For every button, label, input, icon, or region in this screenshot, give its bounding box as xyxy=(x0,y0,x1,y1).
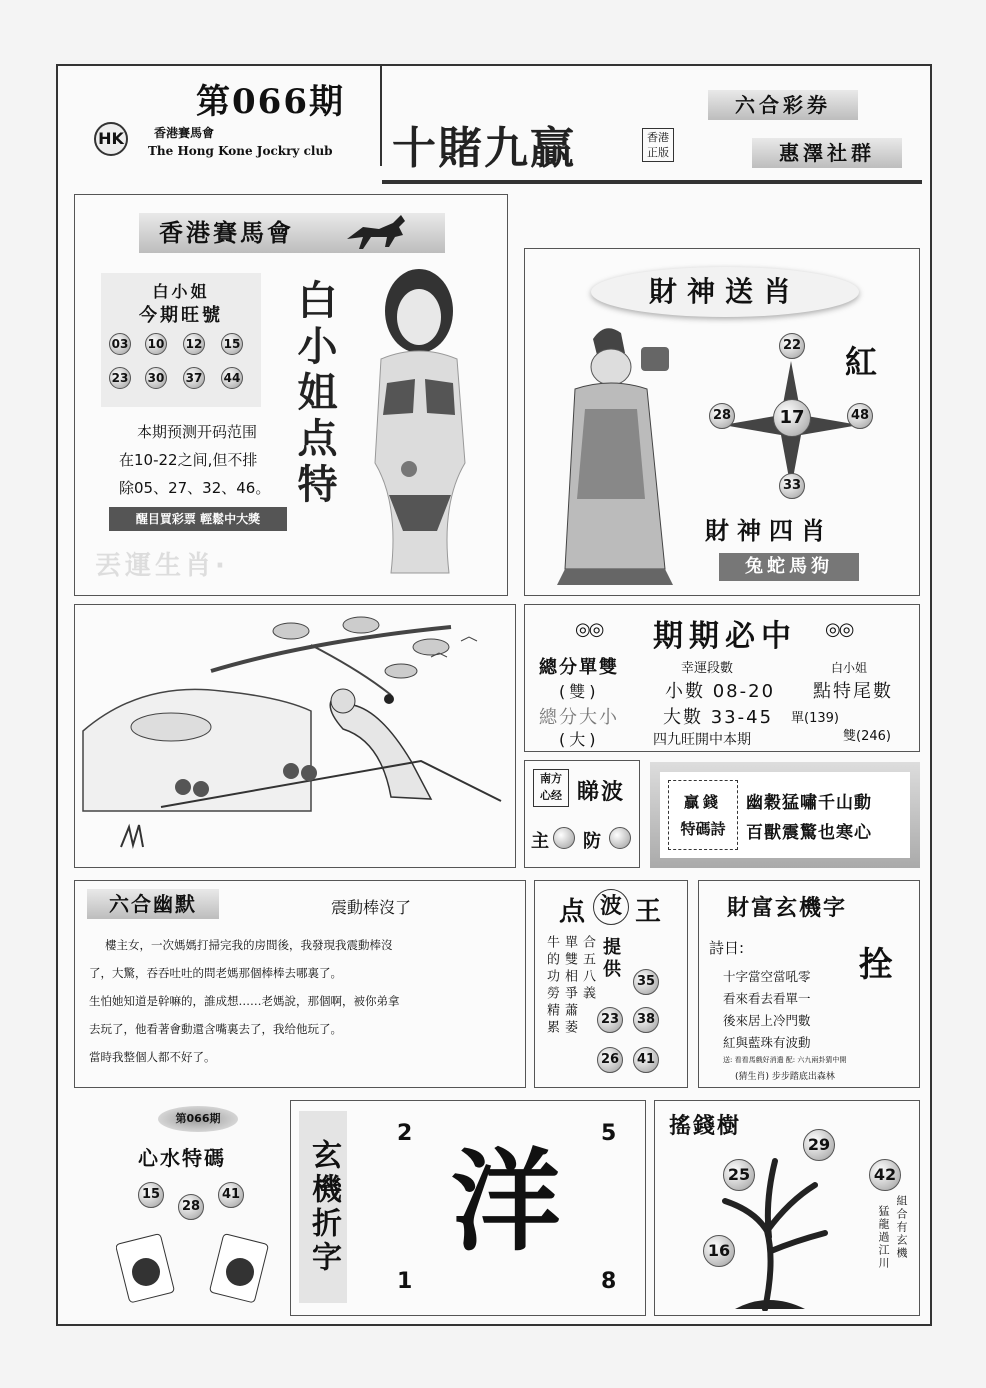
money-tree-panel xyxy=(654,1100,920,1316)
xinshui-number: 15 xyxy=(138,1182,164,1208)
poem-label-box xyxy=(668,780,738,850)
caifu-glyph: 拴 xyxy=(859,945,893,985)
main-title: 十賭九贏 xyxy=(392,123,576,174)
poem-label-2: 特碼詩 xyxy=(680,820,726,838)
edition-badge: 香港正版 xyxy=(642,128,674,162)
caishen-center-number: 17 xyxy=(773,399,811,437)
humor-title: 六合幽默 xyxy=(87,889,219,919)
lucky-number-ball: 03 xyxy=(109,333,131,355)
money-tree-title: 搖錢樹 xyxy=(669,1114,742,1139)
lucky-box-title-1: 白小姐 xyxy=(152,282,210,301)
qiqi-row4-c: 雙(246) xyxy=(843,729,891,744)
caishen-top-number: 22 xyxy=(779,333,805,359)
xuanji-bottom-left: 1 xyxy=(397,1269,413,1294)
xuanji-top-left: 2 xyxy=(397,1121,413,1146)
xuanji-panel xyxy=(290,1100,646,1316)
predict-line-2: 在10-22之间,但不排 xyxy=(119,451,258,469)
qiqi-row1-b: 幸運段數 xyxy=(681,661,734,676)
racehorse-icon xyxy=(343,211,423,253)
lucky-box-title-2: 今期旺號 xyxy=(139,305,223,326)
nanfang-fang-ball xyxy=(609,827,631,849)
caifu-line: 紅與藍珠有波動 xyxy=(723,1035,811,1050)
ms-bai-banner: 香港賽馬會 xyxy=(139,213,445,253)
scholar-scene-illustration xyxy=(81,611,511,863)
dianbo-number: 26 xyxy=(597,1047,623,1073)
tag-liuhe: 六合彩券 xyxy=(708,90,858,120)
caishen-panel xyxy=(524,248,920,596)
dianbo-number: 23 xyxy=(597,1007,623,1033)
dianbo-title-a: 点 xyxy=(559,897,586,927)
lucky-number-ball: 15 xyxy=(221,333,243,355)
xinshui-issue: 第066期 xyxy=(158,1106,238,1132)
caifu-line: 看來看去看單一 xyxy=(723,991,811,1006)
dianbo-number: 35 xyxy=(633,969,659,995)
playing-cards-icon xyxy=(116,1228,272,1308)
xinshui-number: 41 xyxy=(218,1182,244,1208)
dianbo-number: 41 xyxy=(633,1047,659,1073)
dianbo-title-b: 波 xyxy=(593,889,629,925)
poem-inner xyxy=(660,772,910,858)
faded-footer-text: 丟運生肖· xyxy=(95,551,229,581)
nanfang-zhu-label: 主 xyxy=(531,831,549,852)
xuanji-label: 玄機折字 xyxy=(299,1111,347,1303)
qiqi-row2-c: 點特尾數 xyxy=(813,681,893,702)
lucky-number-ball: 37 xyxy=(183,367,205,389)
qiqi-row2-a: (雙) xyxy=(559,682,600,701)
dianbo-title-c: 王 xyxy=(635,897,662,927)
dianbo-col-1: 牛的功勞精累 xyxy=(544,935,559,1037)
xuanji-char: 洋 xyxy=(451,1138,561,1266)
caishen-left-number: 28 xyxy=(709,403,735,429)
club-name-zh: 香港賽馬會 xyxy=(154,126,215,140)
ms-bai-panel xyxy=(74,194,508,596)
qiqi-row4-b: 四九旺開中本期 xyxy=(653,732,751,748)
tree-side-text-1: 猛龍過江川 xyxy=(877,1205,890,1270)
humor-line: 了，大驚，吞吞吐吐的問老媽那個棒棒去哪裏了。 xyxy=(89,966,342,980)
caifu-title: 財富玄機字 xyxy=(727,896,848,921)
scholar-illustration-panel xyxy=(74,604,516,868)
poem-panel xyxy=(650,762,920,868)
caishen-right-number: 48 xyxy=(847,403,873,429)
predict-line-1: 本期预测开码范围 xyxy=(137,423,258,441)
disc-icon-left: ◎◎ xyxy=(575,619,603,640)
slogan-bar: 醒目買彩票 輕鬆中大獎 xyxy=(109,507,287,531)
issue-number: 第066期 xyxy=(196,82,345,122)
jockey-club-logo: HK xyxy=(94,122,128,156)
nanfang-zhu-ball xyxy=(553,827,575,849)
humor-line: 當時我整個人都不好了。 xyxy=(89,1050,216,1064)
nanfang-panel xyxy=(524,760,640,868)
lucky-number-ball: 44 xyxy=(221,367,243,389)
qiqi-row3-b: 大數 33-45 xyxy=(663,707,774,728)
header-divider xyxy=(380,66,382,166)
poem-line-2: 百獸震驚也寒心 xyxy=(746,823,872,843)
header-underline xyxy=(382,180,922,184)
lucky-number-ball: 30 xyxy=(145,367,167,389)
dianbo-number: 38 xyxy=(633,1007,659,1033)
predict-line-3: 除05、27、32、46。 xyxy=(119,479,271,497)
qiqi-row2-b: 小數 08-20 xyxy=(665,681,776,702)
poem-label-1: 贏錢 xyxy=(683,793,722,811)
qiqi-row4-a: (大) xyxy=(559,730,600,749)
xuanji-bottom-right: 8 xyxy=(601,1269,617,1294)
dianbo-provide: 提供 xyxy=(600,937,621,981)
lucky-number-ball: 10 xyxy=(145,333,167,355)
qiqi-row3-c: 單(139) xyxy=(791,711,839,726)
caifu-note-2: (猜生肖) 步步踏底出森林 xyxy=(735,1072,835,1082)
xinshui-number: 28 xyxy=(178,1194,204,1220)
header xyxy=(58,66,932,184)
dianbo-col-3: 合五八義 xyxy=(580,935,595,1003)
qiqi-row1-c: 白小姐 xyxy=(831,661,868,675)
dianbo-panel xyxy=(534,880,688,1088)
caifu-line: 後來居上冷門數 xyxy=(723,1013,811,1028)
humor-subtitle: 震動棒沒了 xyxy=(331,898,412,917)
nanfang-badge xyxy=(533,769,569,807)
caishen-subtitle: 財神四肖 xyxy=(705,517,833,545)
disc-icon-right: ◎◎ xyxy=(825,619,853,640)
qiqi-row1-a: 總分單雙 xyxy=(539,657,619,678)
tag-community: 惠澤社群 xyxy=(752,138,902,168)
caishen-title: 財神送肖 xyxy=(591,267,859,317)
nanfang-badge-line1: 南方 xyxy=(540,772,562,785)
caishen-god-illustration xyxy=(545,319,685,589)
caifu-line: 十字當空當吼零 xyxy=(723,969,811,984)
tree-number: 42 xyxy=(869,1159,901,1191)
xinshui-title: 心水特碼 xyxy=(138,1146,226,1170)
qiqi-title: 期期必中 xyxy=(653,619,797,654)
humor-line: 樓主女，一次媽媽打掃完我的房間後，我發現我震動棒沒 xyxy=(105,938,393,952)
caifu-panel xyxy=(698,880,920,1088)
lucky-number-box xyxy=(101,273,261,407)
nanfang-badge-line2: 心经 xyxy=(540,789,562,802)
qiqi-row3-a: 總分大小 xyxy=(539,707,619,728)
lucky-number-ball: 23 xyxy=(109,367,131,389)
tree-number: 25 xyxy=(723,1159,755,1191)
xuanji-top-right: 5 xyxy=(601,1121,617,1146)
money-tree-icon xyxy=(695,1141,865,1311)
caishen-color-word: 紅 xyxy=(845,343,878,381)
poem-line-1: 幽穀猛嘯千山動 xyxy=(746,793,872,813)
page-frame xyxy=(56,64,932,1326)
nanfang-title: 睇波 xyxy=(577,780,626,805)
lucky-number-ball: 12 xyxy=(183,333,205,355)
humor-line: 去玩了，他看著會動還含嘴裏去了，我给他玩了。 xyxy=(89,1022,342,1036)
humor-line: 生怕她知道是幹嘛的，誰成想……老媽說，那個啊，被你弟拿 xyxy=(89,994,400,1008)
caishen-zodiacs: 兔蛇馬狗 xyxy=(719,553,859,581)
dianbo-col-2: 單雙相爭蕭萎 xyxy=(562,935,577,1037)
ms-bai-vertical-title: 白小姐点特 xyxy=(291,279,337,509)
caishen-bottom-number: 33 xyxy=(779,473,805,499)
tree-number: 29 xyxy=(803,1129,835,1161)
humor-panel xyxy=(74,880,526,1088)
nanfang-fang-label: 防 xyxy=(583,831,601,852)
caifu-note-1: 送: 看看馬戲好消遣 配: 六九兩卦猜中開 xyxy=(723,1056,847,1064)
woman-illustration xyxy=(341,263,491,583)
tree-side-text-2: 組合有玄機 xyxy=(895,1195,908,1260)
caifu-poem-label: 詩日: xyxy=(709,939,745,957)
club-name-en: The Hong Kone Jockry club xyxy=(148,144,333,158)
tree-number: 16 xyxy=(703,1235,735,1267)
qiqi-bizhong-panel xyxy=(524,604,920,752)
xinshui-panel xyxy=(108,1100,278,1320)
